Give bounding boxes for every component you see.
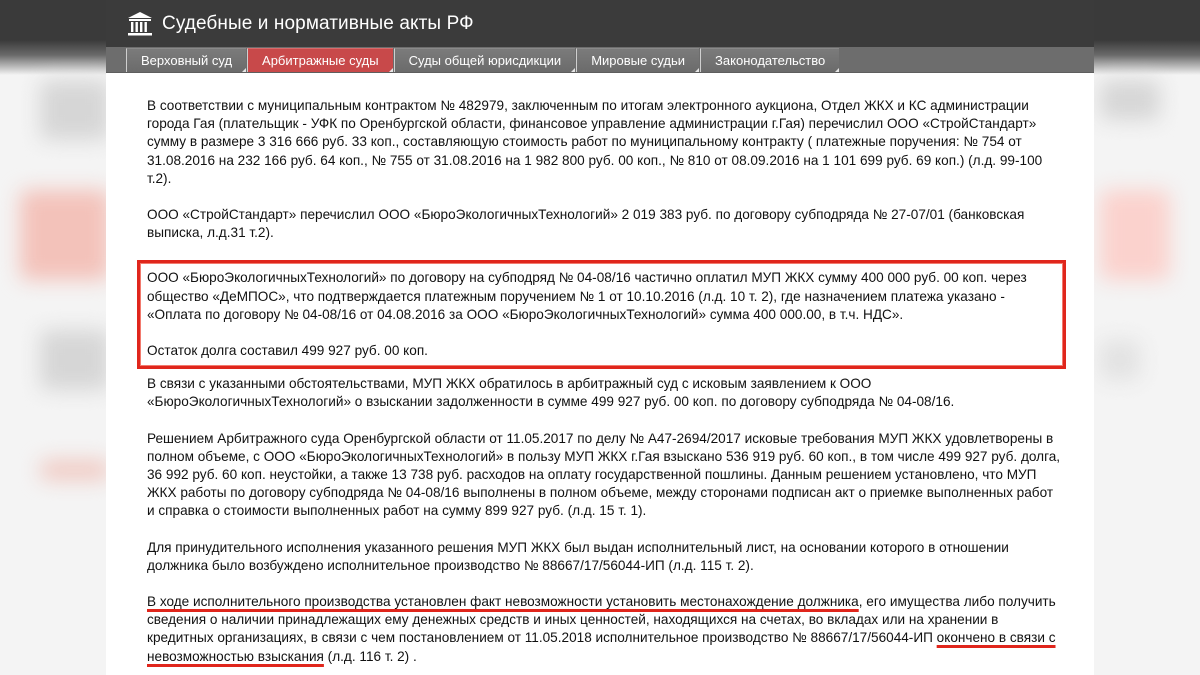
blur-shape	[20, 190, 110, 280]
paragraph-text: (л.д. 116 т. 2) .	[323, 648, 417, 664]
tab-arbitration-courts[interactable]: Арбитражные суды	[247, 48, 393, 72]
paragraph-transfer: ООО «СтройСтандарт» перечислил ООО «БюроЭкологичныхТехнологий» 2 019 383 руб. по договору субподряда № 27-07/01 (банковская выписка, л.д.31 т.2).	[147, 207, 1025, 241]
paragraph-contract: В соответствии с муниципальным контрактом № 482979, заключенным по итогам электронного аукциона, Отдел ЖКХ и КС администрации города Гая (плательщик - УФК по Оренбургской области, финансовое управление администрации г.Гая) перечислил ООО «СтройСтандарт» сумму в размере 3 316 666 руб. 33 коп., составляющую стоимость работ по муниципальному контракту ( платежные поручения: № 754 от 31.08.2016 на 232 166 руб. 64 коп., № 755 от 31.08.2016 на 1 982 800 руб. 00 коп., № 810 от 08.09.2016 на 1 101 699 руб. 69 коп.) (л.д. 99-100 т.2).	[147, 98, 1043, 186]
paragraph-text: , его имущества либо получить сведения о наличии принадлежащих ему денежных средств и иных ценностей, находящихся на счетах, во вкладах или на хранении в кредитных организациях, в связи с чем постановлением от 11.05.2018 исполнительное производство № 88667/17/56044-ИП	[147, 594, 1056, 646]
paragraph-enforcement-ended	[147, 593, 1064, 666]
paragraph-enforcement: Для принудительного исполнения указанного решения МУП ЖКХ был выдан исполнительный лист, на основании которого в отношении должника было возбуждено исполнительное производство № 88667/17/56044-ИП (л.д. 115 т. 2).	[147, 539, 1009, 573]
tab-supreme-court[interactable]: Верховный суд	[126, 48, 246, 72]
paragraph-lawsuit: В связи с указанными обстоятельствами, МУП ЖКХ обратилось в арбитражный суд с исковым заявлением к ООО «БюроЭкологичныхТехнологий» о взыскании задолженности в сумме 499 927 руб. 00 коп. по договору субподряда № 04-08/16.	[147, 376, 955, 410]
blur-shape	[40, 80, 110, 140]
tab-magistrates[interactable]: Мировые судьи	[576, 48, 699, 72]
underlined-text: окончено в связи с невозможностью взыскания	[147, 630, 1056, 664]
paragraph-court-decision: Решением Арбитражного суда Оренбургской области от 11.05.2017 по делу № А47-2694/2017 исковые требования МУП ЖКХ удовлетворены в полном объеме, с ООО «БюроЭкологичныхТехнологий» в пользу МУП ЖКХ г.Гая взыскано 536 919 руб. 60 коп., в том числе 499 927 руб. долга, 36 992 руб. 60 коп. неустойки, а также 13 738 руб. расходов на оплату государственной пошлины. Данным решением установлено, что МУП ЖКХ работы по договору субподряда № 04-08/16 выполнены в полном объеме, между сторонами подписан акт о приемке выполненных работ и справка о стоимости выполненных работ на сумму 899 927 руб. (л.д. 15 т. 1).	[147, 430, 1061, 519]
courthouse-icon[interactable]	[126, 11, 154, 37]
site-header	[106, 0, 1094, 47]
document-page	[106, 0, 1094, 675]
tab-general-jurisdiction-courts[interactable]: Суды общей юрисдикции	[394, 48, 576, 72]
highlighted-section	[137, 260, 1066, 369]
paragraph-partial-payment: ООО «БюроЭкологичныхТехнологий» по договору на субподряд № 04-08/16 частично оплатил МУП ЖКХ сумму 400 000 руб. 00 коп. через общество «ДеМПОС», что подтверждается платежным поручением № 1 от 10.10.2016 (л.д. 10 т. 2), где назначением платежа указано - «Оплата по договору № 04-08/16 от 04.08.2016 за ООО «БюроЭкологичныхТехнологий» сумма 400 000.00, в т.ч. НДС».	[147, 270, 1027, 322]
blur-shape	[1100, 340, 1140, 380]
nav-tabs	[106, 47, 1094, 73]
blur-shape	[40, 330, 110, 390]
blur-shape	[1100, 80, 1160, 120]
blur-shape	[1100, 190, 1170, 280]
blur-shape	[40, 460, 110, 480]
site-title[interactable]: Судебные и нормативные акты РФ	[162, 12, 474, 34]
underlined-text: В ходе исполнительного производства установлен факт невозможности установить местонахождение должника	[147, 594, 859, 610]
tab-legislation[interactable]: Законодательство	[700, 48, 839, 72]
document-body	[106, 73, 1094, 666]
paragraph-remaining-debt: Остаток долга составил 499 927 руб. 00 коп.	[147, 343, 428, 359]
